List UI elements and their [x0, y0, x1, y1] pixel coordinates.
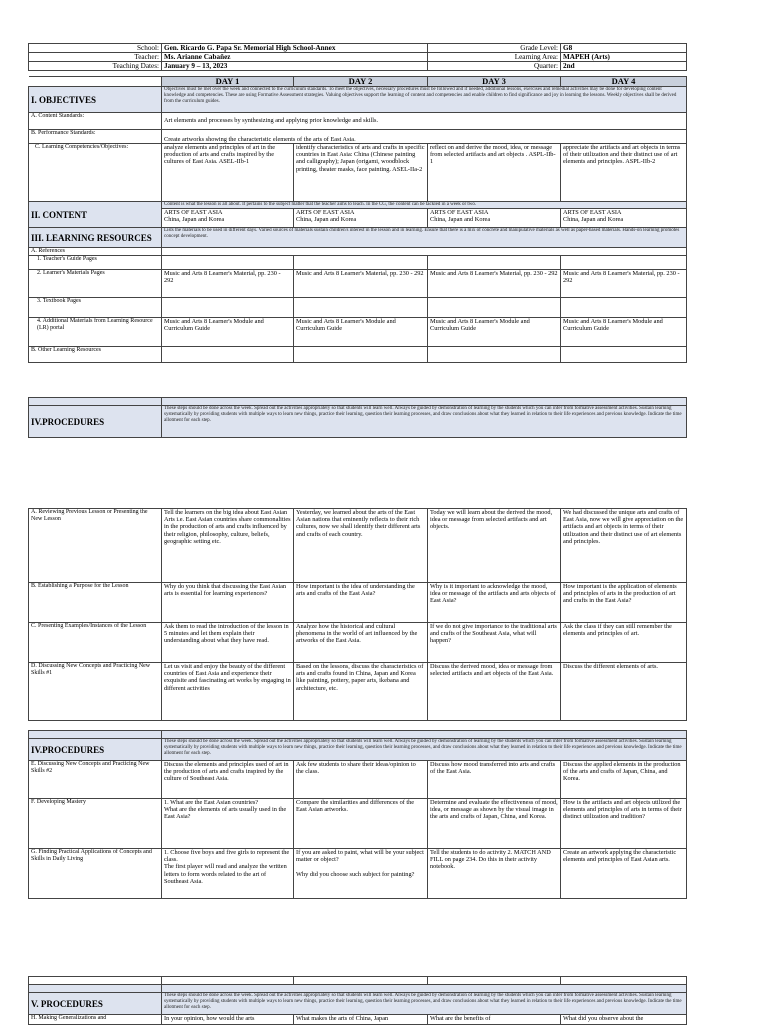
teacher-value: Ms. Arianne Cabañez	[162, 53, 428, 62]
row-e-day3: Discuss how mood transferred into arts and crafts of the East Asia.	[428, 761, 561, 799]
resources-heading: III. LEARNING RESOURCES	[29, 228, 162, 248]
tg-day2	[294, 256, 428, 270]
procedures-note-3: These steps should be done across the week. Spread out the activities appropriately so that students will learn well. Always be guided by demonstration of learning by the students which you can infer from formative assessment activities. Sustain learning systematically by providing students with multiple ways to learn new things, practice their learning, question their learning processes, and draw conclusions about what they learned in relation to their life experiences and previous knowledge. Indicate the time allotment for each step.	[162, 993, 687, 1015]
other-day4	[561, 347, 687, 363]
row-a-label: A. Reviewing Previous Lesson or Presenting the New Lesson	[29, 509, 162, 583]
day-header-blank	[29, 77, 162, 87]
references-label: A. References	[29, 248, 162, 256]
bar-right	[162, 398, 687, 406]
row-a-day2: Yesterday, we learned about the arts of the East Asian nations that eminently reflects to their rich cultures, now we shall identify their different arts and crafts of each country.	[294, 509, 428, 583]
row-h-day3: What are the benefits of	[428, 1015, 561, 1025]
procedures-heading: IV.PROCEDURES	[29, 406, 162, 438]
learning-area-value: MAPEH (Arts)	[561, 53, 687, 62]
row-h-day4: What did you observe about the	[561, 1015, 687, 1025]
other-day2	[294, 347, 428, 363]
competencies-label: C. Learning Competencies/Objectives:	[29, 144, 162, 202]
row-b-day1: Why do you think that discussing the East Asian arts is essential for learning experiences?	[162, 583, 294, 623]
row-a-day1: Tell the learners on the big idea about East Asian Arts i.e. East Asian countries share commonalities in the production of arts and crafts influenced by their religion, philosophy, culture, beliefs, geographic setting etc.	[162, 509, 294, 583]
row-g-day2: If you are asked to paint, what will be your subject matter or object? Why did you choose such subject for painting?	[294, 849, 428, 899]
content-day4: ARTS OF EAST ASIA China, Japan and Korea	[561, 209, 687, 228]
procedures-header-page1	[28, 397, 687, 438]
row-d-day1: Let us visit and enjoy the beauty of the different countries of East Asia and experience their exquisite and fascinating art works by engaging in different activities	[162, 663, 294, 721]
blank-cell	[29, 977, 162, 985]
day-header-2: DAY 2	[294, 77, 428, 87]
procedures-note: These steps should be done across the week. Spread out the activities appropriately so that students will learn well. Always be guided by demonstration of learning by the students which you can infer from formative assessment activities. Sustain learning systematically by providing students with multiple ways to learn new things, practice their learning, question their learning processes, and draw conclusions about what they learned in relation to their life experiences and previous knowledge. Indicate the time allotment for each step.	[162, 406, 687, 438]
blank-cell	[428, 977, 561, 985]
tb-day1	[162, 298, 294, 318]
bar-left	[29, 985, 162, 993]
row-g-day4: Create an artwork applying the characteristic elements and principles of East Asian arts.	[561, 849, 687, 899]
lm-day3: Music and Arts 8 Learner's Material, pp. 230 - 292	[428, 270, 561, 298]
competency-day1: analyze elements and principles of art in the production of arts and crafts inspired by the cultures of East Asia. ASEL-IIb-1	[162, 144, 294, 202]
row-a-day3: Today we will learn about the derived the mood, idea or message from selected artifacts and art objects.	[428, 509, 561, 583]
lesson-log-table-page3	[28, 976, 687, 1025]
row-f-label: F. Developing Mastery	[29, 799, 162, 849]
row-e-day4: Discuss the applied elements in the production of the arts and crafts of Japan, China, and Korea.	[561, 761, 687, 799]
teacher-label: Teacher:	[29, 53, 162, 62]
teachers-guide-label: 1. Teacher's Guide Pages	[29, 256, 162, 270]
row-g-label: G. Finding Practical Applications of Concepts and Skills in Daily Living	[29, 849, 162, 899]
lm-day2: Music and Arts 8 Learner's Material, pp. 230 - 292	[294, 270, 428, 298]
lesson-log-table-page2b	[28, 730, 687, 899]
tg-day1	[162, 256, 294, 270]
row-f-day1: 1. What are the East Asian countries? What are the elements of arts usually used in the East Asia?	[162, 799, 294, 849]
quarter-label: Quarter:	[428, 62, 561, 71]
tg-day3	[428, 256, 561, 270]
row-c-day3: If we do not give importance to the traditional arts and crafts of the Southeast Asia, what will happen?	[428, 623, 561, 663]
lr-day3: Music and Arts 8 Learner's Module and Curriculum Guide	[428, 318, 561, 347]
day-header-3: DAY 3	[428, 77, 561, 87]
learners-materials-label: 2. Learner's Materials Pages	[29, 270, 162, 298]
lr-day1: Music and Arts 8 Learner's Module and Curriculum Guide	[162, 318, 294, 347]
content-day1: ARTS OF EAST ASIA China, Japan and Korea	[162, 209, 294, 228]
row-f-day3: Determine and evaluate the effectiveness of mood, idea, or message as shown by the visual image in the arts and crafts of Japan, China, and Korea.	[428, 799, 561, 849]
row-c-day1: Ask them to read the introduction of the lesson in 5 minutes and let them explain their understanding about what they have read.	[162, 623, 294, 663]
bar-right	[162, 985, 687, 993]
row-e-day2: Ask few students to share their ideas/opinion to the class.	[294, 761, 428, 799]
competency-day3: reflect on and derive the mood, idea, or message from selected artifacts and art objects . ASPL-IIb-1	[428, 144, 561, 202]
lesson-log-table-page2	[28, 508, 687, 721]
row-c-day4: Ask the class if they can still remember the elements and principles of art.	[561, 623, 687, 663]
objectives-heading: I. OBJECTIVES	[29, 87, 162, 113]
row-h-day1: In your opinion, how would the arts	[162, 1015, 294, 1025]
row-h-day2: What makes the arts of China, Japan	[294, 1015, 428, 1025]
performance-standards-value: Create artworks showing the characteristic elements of the arts of East Asia.	[162, 130, 687, 144]
quarter-value: 2nd	[561, 62, 687, 71]
row-d-label: D. Discussing New Concepts and Practicing New Skills #1	[29, 663, 162, 721]
row-c-label: C. Presenting Examples/Instances of the Lesson	[29, 623, 162, 663]
lesson-log-table-page1	[28, 43, 687, 363]
row-e-day1: Discuss the elements and principles used of art in the production of arts and crafts inspired by the culture of Southeast Asia.	[162, 761, 294, 799]
row-c-day2: Analyze how the historical and cultural phenomena in the world of art influenced by the artworks of the East Asia.	[294, 623, 428, 663]
row-d-day2: Based on the lessons, discuss the characteristics of arts and crafts found in China, Japan and Korea like painting, pottery, paper arts, ikebana and architecture, etc.	[294, 663, 428, 721]
row-g-day1: 1. Choose five boys and five girls to represent the class. The first player will read and analyze the written letters to form words related to the art of Southeast Asia.	[162, 849, 294, 899]
row-h-label: H. Making Generalizations and	[29, 1015, 162, 1025]
row-b-day3: Why is it important to acknowledge the mood, idea or message of the artifacts and arts objects of East Asia?	[428, 583, 561, 623]
content-day2: ARTS OF EAST ASIA China, Japan and Korea	[294, 209, 428, 228]
textbook-label: 3. Textbook Pages	[29, 298, 162, 318]
other-day3	[428, 347, 561, 363]
content-day3: ARTS OF EAST ASIA China, Japan and Korea	[428, 209, 561, 228]
row-a-day4: We had discussed the unique arts and crafts of East Asia, now we will give appreciation on the artifacts and art objects in terms of their utilization and their distinct use of art elements and principles.	[561, 509, 687, 583]
content-note: Content is what the lesson is all about. It pertains to the subject matter that the teacher aims to teach. In the CG, the content can be tackled in a week or two.	[162, 202, 687, 209]
lr-day2: Music and Arts 8 Learner's Module and Curriculum Guide	[294, 318, 428, 347]
objectives-note: Objectives must be met over the week and connected to the curriculum standards. To meet the objectives, necessary procedures must be followed and if needed, additional lessons, exercises and remedial activities may be done for developing content knowledge and competencies. These are using Formative Assessment strategies. Valuing objectives support the learning of content and competencies and enable children to find significance and joy in learning the lessons. Weekly objectives shall be derived from the curriculum guides.	[162, 87, 687, 113]
row-f-day4: How is the artifacts and art objects utilized the elements and principles of arts in terms of their distinct utilization and tradition?	[561, 799, 687, 849]
other-day1	[162, 347, 294, 363]
competency-day4: appreciate the artifacts and art objects in terms of their utilization and their distinct use of art elements and principles. ASPL-IIb-2	[561, 144, 687, 202]
blank-cell	[162, 977, 294, 985]
procedures-heading-3: V. PROCEDURES	[29, 993, 162, 1015]
references-row	[162, 248, 687, 256]
lm-day4: Music and Arts 8 Learner's Material, pp. 230 - 292	[561, 270, 687, 298]
learning-area-label: Learning Area:	[428, 53, 561, 62]
tb-day2	[294, 298, 428, 318]
content-heading: II. CONTENT	[29, 202, 162, 228]
bar-left	[29, 731, 162, 739]
lr-day4: Music and Arts 8 Learner's Module and Curriculum Guide	[561, 318, 687, 347]
row-b-label: B. Establishing a Purpose for the Lesson	[29, 583, 162, 623]
tb-day4	[561, 298, 687, 318]
blank-cell	[561, 977, 687, 985]
day-header-1: DAY 1	[162, 77, 294, 87]
row-d-day4: Discuss the different elements of arts.	[561, 663, 687, 721]
grade-level-label: Grade Level:	[428, 44, 561, 53]
grade-level-value: G8	[561, 44, 687, 53]
teaching-dates-label: Teaching Dates:	[29, 62, 162, 71]
row-b-day4: How important is the application of elements and principles of arts in the production of art and crafts in the East Asia?	[561, 583, 687, 623]
additional-materials-label: 4. Additional Materials from Learning Resource (LR) portal	[29, 318, 162, 347]
row-g-day3: Tell the students to do activity 2. MATCH AND FILL on page 234. Do this in their activity notebook.	[428, 849, 561, 899]
day-header-4: DAY 4	[561, 77, 687, 87]
performance-standards-label: B. Performance Standards:	[29, 130, 162, 144]
content-standards-value: Art elements and processes by synthesizing and applying prior knowledge and skills.	[162, 113, 687, 130]
procedures-heading-2: IV.PROCEDURES	[29, 739, 162, 761]
row-b-day2: How important is the idea of understanding the arts and crafts of the East Asia?	[294, 583, 428, 623]
row-d-day3: Discuss the derived mood, idea or message from selected artifacts and art objects of the East Asia.	[428, 663, 561, 721]
school-label: School:	[29, 44, 162, 53]
resources-note: Lists the materials to be used in different days. Varied sources of materials sustain children's interest in the lesson and in learning. Ensure that there is a mix of concrete and manipulative materials as well as paper-based materials. Hands-on learning promotes concept development.	[162, 228, 687, 248]
bar-left	[29, 398, 162, 406]
lm-day1: Music and Arts 8 Learner's Material, pp. 230 - 292	[162, 270, 294, 298]
school-value: Gen. Ricardo G. Papa Sr. Memorial High School-Annex	[162, 44, 428, 53]
competency-day2: identify characteristics of arts and crafts in specific countries in East Asia: China (Chinese painting and calligraphy); Japan (origami, woodblock printing, theater masks, face painting. ASEL-IIa-2	[294, 144, 428, 202]
procedures-note-2: These steps should be done across the week. Spread out the activities appropriately so that students will learn well. Always be guided by demonstration of learning by the students which you can infer from formative assessment activities. Sustain learning systematically by providing students with multiple ways to learn new things, practice their learning, question their learning processes, and draw conclusions about what they learned in relation to their life experiences and previous knowledge. Indicate the time allotment for each step.	[162, 739, 687, 761]
content-standards-label: A. Content Standards:	[29, 113, 162, 130]
row-e-label: E. Discussing New Concepts and Practicing New Skills #2	[29, 761, 162, 799]
bar-right	[162, 731, 687, 739]
teaching-dates-value: January 9 – 13, 2023	[162, 62, 428, 71]
tg-day4	[561, 256, 687, 270]
blank-cell	[294, 977, 428, 985]
row-f-day2: Compare the similarities and differences of the East Asian artworks.	[294, 799, 428, 849]
tb-day3	[428, 298, 561, 318]
other-resources-label: B. Other Learning Resources	[29, 347, 162, 363]
